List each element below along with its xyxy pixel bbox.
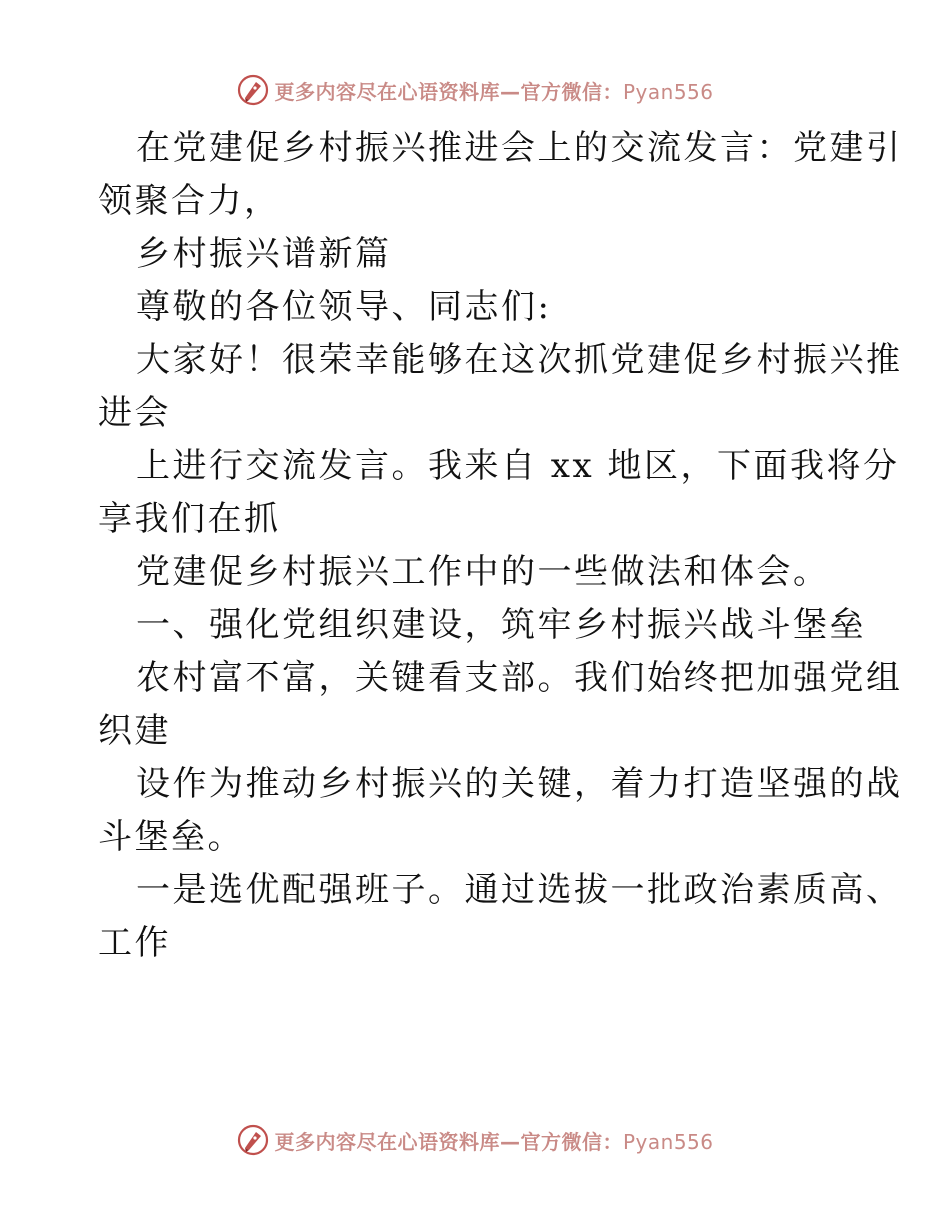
body-text-line: 尊敬的各位领导、同志们: (136, 287, 552, 327)
watermark-text (274, 76, 713, 105)
body-text-line: 享我们在抓 (98, 499, 281, 539)
pen-nib-logo-icon (236, 73, 270, 107)
body-text-line: 设作为推动乡村振兴的关键，着力打造坚强的战 (136, 764, 903, 804)
watermark-main-text: 更多内容尽在心语资料库—官方微信： (274, 1129, 623, 1154)
pen-nib-logo-icon (236, 1123, 270, 1157)
body-text-line: 进会 (98, 393, 171, 433)
footer-watermark (0, 1120, 950, 1160)
body-text-line: 大家好！很荣幸能够在这次抓党建促乡村振兴推 (136, 340, 903, 380)
body-text-line: 党建促乡村振兴工作中的一些做法和体会。 (136, 552, 830, 592)
body-text-line: 乡村振兴谱新篇 (136, 234, 392, 274)
document-body (98, 122, 903, 970)
header-watermark (0, 70, 950, 110)
body-text-line: 在党建促乡村振兴推进会上的交流发言：党建引 (136, 128, 903, 168)
watermark-text (274, 1126, 713, 1155)
body-text-line: 领聚合力， (98, 181, 281, 221)
watermark-wechat-id: Pyan556 (622, 79, 714, 104)
body-text-line: 上进行交流发言。我来自 xx 地区，下面我将分 (136, 446, 900, 486)
body-text-line: 工作 (98, 923, 171, 963)
body-text-line: 农村富不富，关键看支部。我们始终把加强党组 (136, 658, 903, 698)
body-text-line: 织建 (98, 711, 171, 751)
watermark-wechat-id: Pyan556 (622, 1129, 714, 1154)
watermark-main-text: 更多内容尽在心语资料库—官方微信： (274, 79, 623, 104)
body-text-line: 一、强化党组织建设，筑牢乡村振兴战斗堡垒 (136, 605, 866, 645)
body-text-line: 斗堡垒。 (98, 817, 244, 857)
body-text-line: 一是选优配强班子。通过选拔一批政治素质高、 (136, 870, 903, 910)
